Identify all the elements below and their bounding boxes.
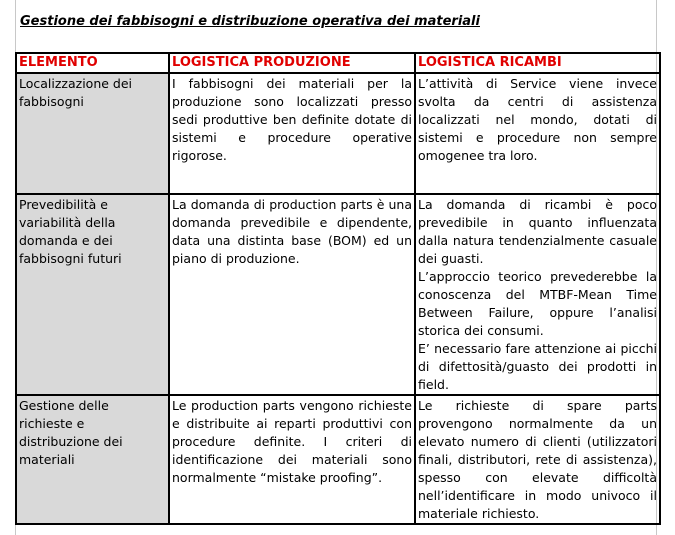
header-logistica-ricambi: LOGISTICA RICAMBI xyxy=(415,53,660,73)
header-logistica-produzione: LOGISTICA PRODUZIONE xyxy=(169,53,415,73)
header-row xyxy=(16,53,660,73)
element-cell: Prevedibilità e variabilità della domanda e dei fabbisogni futuri xyxy=(16,194,169,395)
produzione-cell xyxy=(169,194,415,395)
produzione-cell xyxy=(169,395,415,524)
header-elemento: ELEMENTO xyxy=(16,53,169,73)
ricambi-cell xyxy=(415,395,660,524)
ricambi-cell xyxy=(415,73,660,194)
cell-paragraph: Le richieste di spare parts provengono normalmente da un elevato numero di clienti (utilizzatori finali, distributori, rete di assistenza), spesso con elevate difficoltà nell’identificare in modo univoco il materiale richiesto. xyxy=(418,398,657,521)
element-cell: Localizzazione dei fabbisogni xyxy=(16,73,169,194)
comparison-table xyxy=(15,52,661,525)
table-row xyxy=(16,73,660,194)
cell-paragraph: La domanda di production parts è una domanda prevedibile e dipendente, data una distinta base (BOM) ed un piano di produzione. xyxy=(172,197,412,266)
cell-paragraph: E’ necessario fare attenzione ai picchi di difettosità/guasto dei prodotti in field. xyxy=(418,341,657,392)
produzione-cell xyxy=(169,73,415,194)
cell-paragraph: Le production parts vengono richieste e distribuite ai reparti produttivi con procedure definite. I criteri di identificazione dei materiali sono normalmente “mistake proofing”. xyxy=(172,398,412,485)
cell-paragraph: La domanda di ricambi è poco prevedibile in quanto influenzata dalla natura tendenzialmente casuale dei guasti. xyxy=(418,197,657,266)
cell-paragraph: I fabbisogni dei materiali per la produzione sono localizzati presso sedi produttive ben definite dotate di sistemi e procedure operative rigorose. xyxy=(172,76,412,163)
table-row xyxy=(16,395,660,524)
document-title: Gestione dei fabbisogni e distribuzione operativa dei materiali xyxy=(20,14,480,29)
table-row xyxy=(16,194,660,395)
cell-paragraph: L’attività di Service viene invece svolta da centri di assistenza localizzati nel mondo, dotati di sistemi e procedure non sempre omogenee tra loro. xyxy=(418,76,657,163)
element-cell: Gestione delle richieste e distribuzione dei materiali xyxy=(16,395,169,524)
cell-paragraph: L’approccio teorico prevederebbe la conoscenza del MTBF-Mean Time Between Failure, oppure l’analisi storica dei consumi. xyxy=(418,269,657,338)
ricambi-cell xyxy=(415,194,660,395)
